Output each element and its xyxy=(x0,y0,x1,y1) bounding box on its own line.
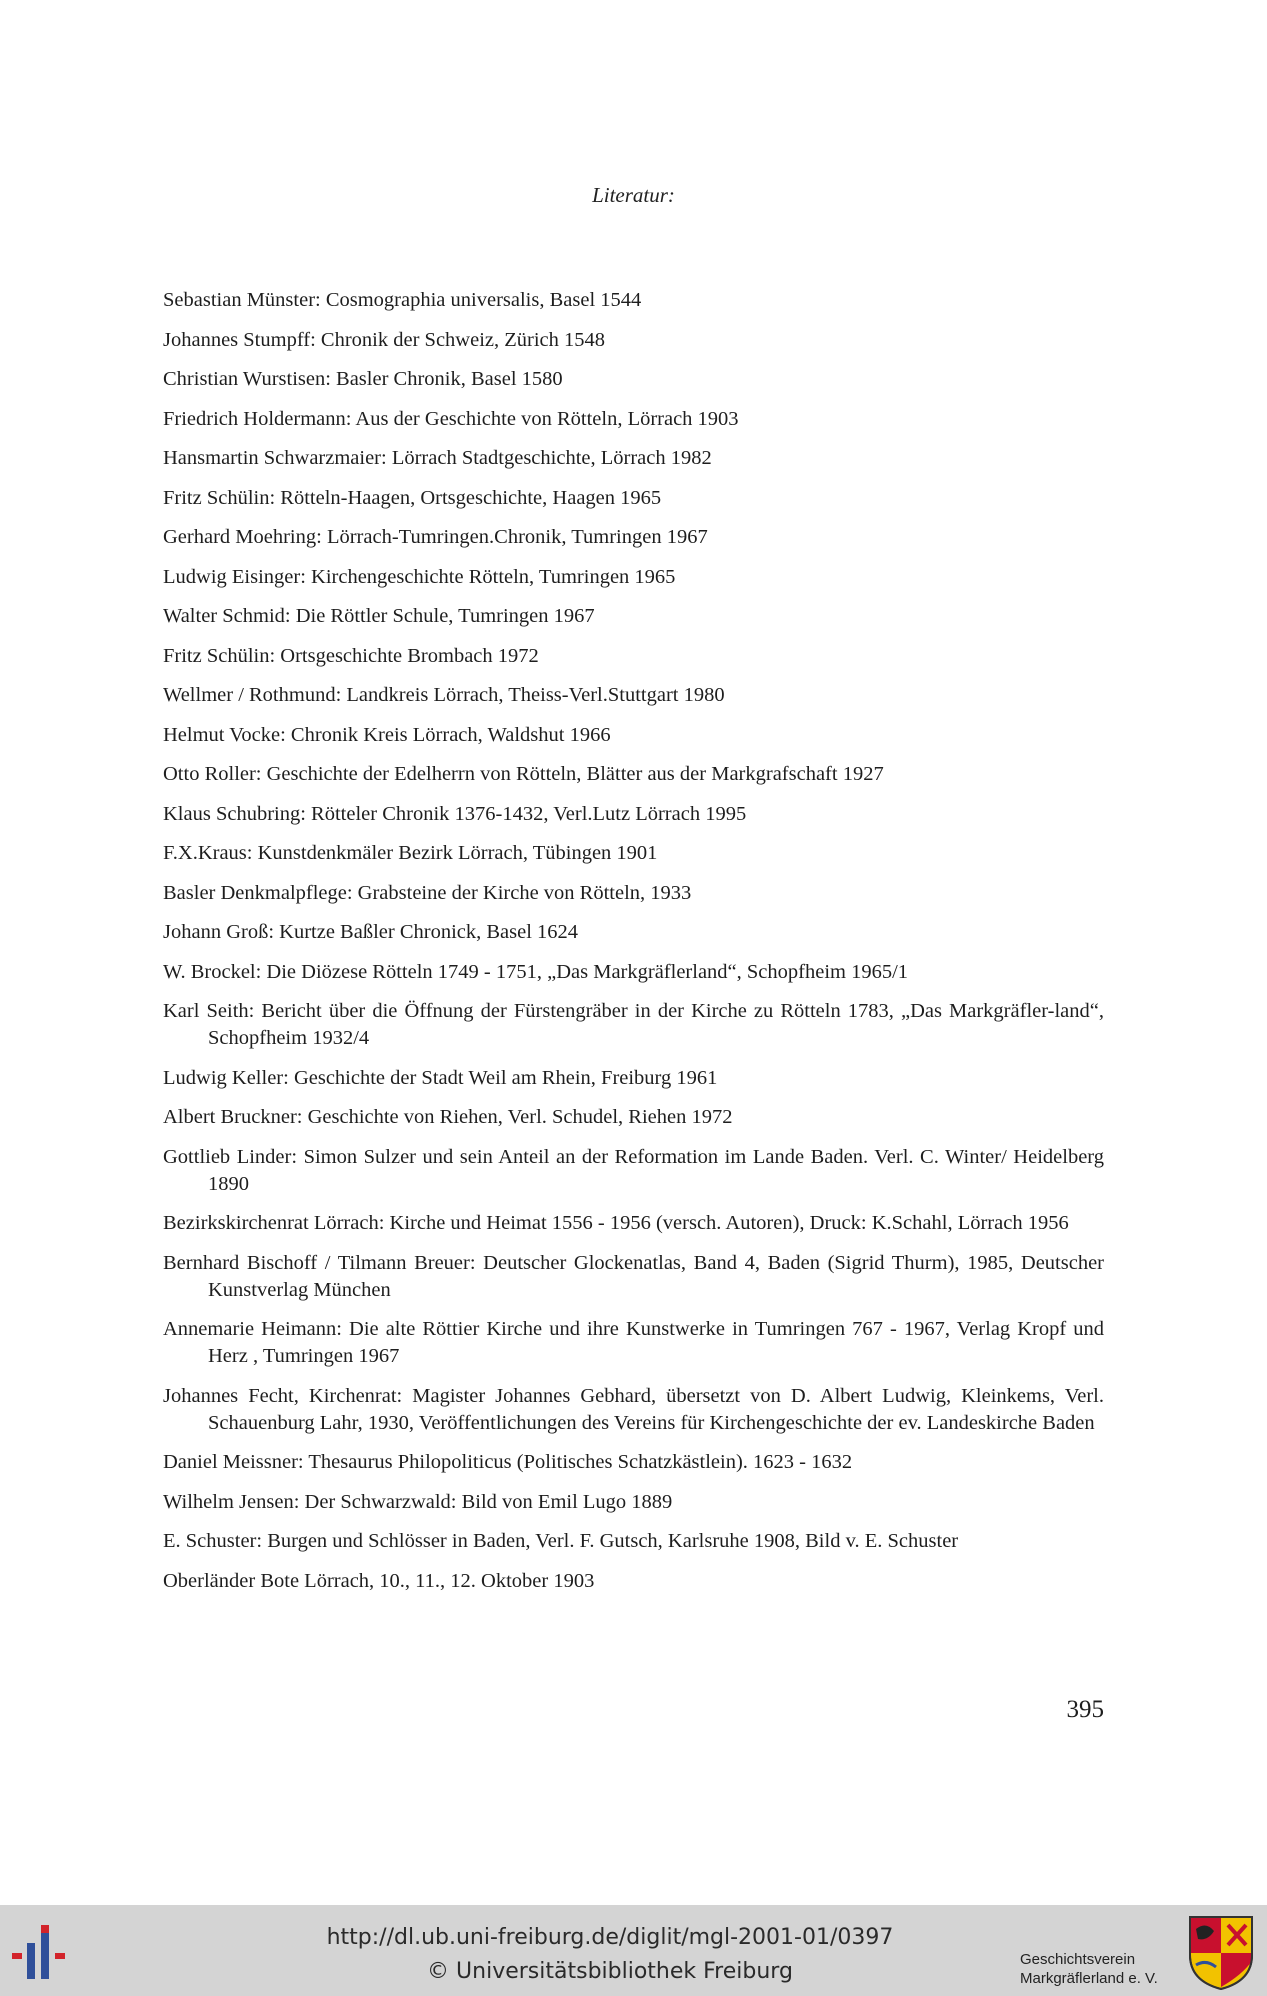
reference-item: E. Schuster: Burgen und Schlösser in Baden, Verl. F. Gutsch, Karlsruhe 1908, Bild v. E. Schuster xyxy=(163,1530,959,1552)
reference-item: Christian Wurstisen: Basler Chronik, Basel 1580 xyxy=(163,368,563,390)
reference-item: Bezirkskirchenrat Lörrach: Kirche und Heimat 1556 - 1956 (versch. Autoren), Druck: K.Schahl, Lörrach 1956 xyxy=(163,1212,1069,1234)
reference-item: Johannes Stumpff: Chronik der Schweiz, Zürich 1548 xyxy=(163,328,606,351)
reference-item: Sebastian Münster: Cosmographia universalis, Basel 1544 xyxy=(163,289,642,311)
reference-item: Fritz Schülin: Ortsgeschichte Brombach 1972 xyxy=(163,644,539,667)
reference-item: Johann Groß: Kurtze Baßler Chronick, Basel 1624 xyxy=(163,921,579,943)
reference-item: Friedrich Holdermann: Aus der Geschichte von Rötteln, Lörrach 1903 xyxy=(163,407,739,430)
ub-freiburg-logo-icon[interactable] xyxy=(12,1923,78,1981)
reference-item: Wellmer / Rothmund: Landkreis Lörrach, Theiss-Verl.Stuttgart 1980 xyxy=(163,684,725,706)
reference-item: Annemarie Heimann: Die alte Röttier Kirche und ihre Kunstwerke in Tumringen 767 - 1967, Verlag Kropf und Herz , Tumringen 1967 xyxy=(163,1318,1104,1367)
reference-item: Johannes Fecht, Kirchenrat: Magister Johannes Gebhard, übersetzt von D. Albert Ludwig, Kleinkems, Verl. Schauenburg Lahr, 1930, Veröffentlichungen des Vereins für Kirchengeschichte der ev. Landeskirche Baden xyxy=(163,1384,1104,1434)
reference-item: Ludwig Eisinger: Kirchengeschichte Rötteln, Tumringen 1965 xyxy=(163,565,676,588)
reference-item: Oberländer Bote Lörrach, 10., 11., 12. Oktober 1903 xyxy=(163,1569,595,1592)
section-heading: Literatur: xyxy=(592,183,675,207)
society-name xyxy=(1020,1950,1185,1988)
reference-item: Wilhelm Jensen: Der Schwarzwald: Bild von Emil Lugo 1889 xyxy=(163,1490,673,1513)
reference-list xyxy=(163,287,1104,1607)
society-line-1: Geschichtsverein xyxy=(1020,1951,1136,1968)
reference-item: Albert Bruckner: Geschichte von Riehen, Verl. Schudel, Riehen 1972 xyxy=(163,1106,733,1128)
reference-item: Walter Schmid: Die Röttler Schule, Tumringen 1967 xyxy=(163,605,595,627)
reference-item: Hansmartin Schwarzmaier: Lörrach Stadtgeschichte, Lörrach 1982 xyxy=(163,447,712,469)
reference-item: Helmut Vocke: Chronik Kreis Lörrach, Waldshut 1966 xyxy=(163,723,611,746)
coat-of-arms-icon xyxy=(1188,1915,1254,1991)
reference-item: Basler Denkmalpflege: Grabsteine der Kirche von Rötteln, 1933 xyxy=(163,881,692,904)
reference-item: Gottlieb Linder: Simon Sulzer und sein Anteil an der Reformation im Lande Baden. Verl. C. Winter/ Heidelberg 1890 xyxy=(163,1145,1104,1195)
reference-item: Bernhard Bischoff / Tilmann Breuer: Deutscher Glockenatlas, Band 4, Baden (Sigrid Thurm), 1985, Deutscher Kunstverlag München xyxy=(163,1251,1104,1301)
reference-item: Fritz Schülin: Rötteln-Haagen, Ortsgeschichte, Haagen 1965 xyxy=(163,486,662,509)
footer-url-link[interactable]: http://dl.ub.uni-freiburg.de/diglit/mgl-2001-01/0397 xyxy=(326,1925,894,1950)
reference-item: Otto Roller: Geschichte der Edelherrn von Rötteln, Blätter aus der Markgrafschaft 1927 xyxy=(163,763,884,785)
page-number: 395 xyxy=(1066,1696,1104,1723)
footer-copyright: © Universitätsbibliothek Freiburg xyxy=(427,1959,793,1984)
reference-item: W. Brockel: Die Diözese Rötteln 1749 - 1751, „Das Markgräflerland“, Schopfheim 1965/1 xyxy=(163,960,909,983)
society-line-2: Markgräflerland e. V. xyxy=(1020,1970,1158,1987)
reference-item: Daniel Meissner: Thesaurus Philopoliticus (Politisches Schatzkästlein). 1623 - 1632 xyxy=(163,1451,853,1473)
reference-item: Karl Seith: Bericht über die Öffnung der Fürstengräber in der Kirche zu Rötteln 1783, „Das Markgräfler-land“, Schopfheim 1932/4 xyxy=(163,1000,1104,1049)
reference-item: Ludwig Keller: Geschichte der Stadt Weil am Rhein, Freiburg 1961 xyxy=(163,1066,718,1089)
reference-item: F.X.Kraus: Kunstdenkmäler Bezirk Lörrach, Tübingen 1901 xyxy=(163,842,658,864)
footer-bar xyxy=(0,1905,1267,1996)
reference-item: Gerhard Moehring: Lörrach-Tumringen.Chronik, Tumringen 1967 xyxy=(163,526,708,548)
reference-item: Klaus Schubring: Rötteler Chronik 1376-1432, Verl.Lutz Lörrach 1995 xyxy=(163,802,747,825)
